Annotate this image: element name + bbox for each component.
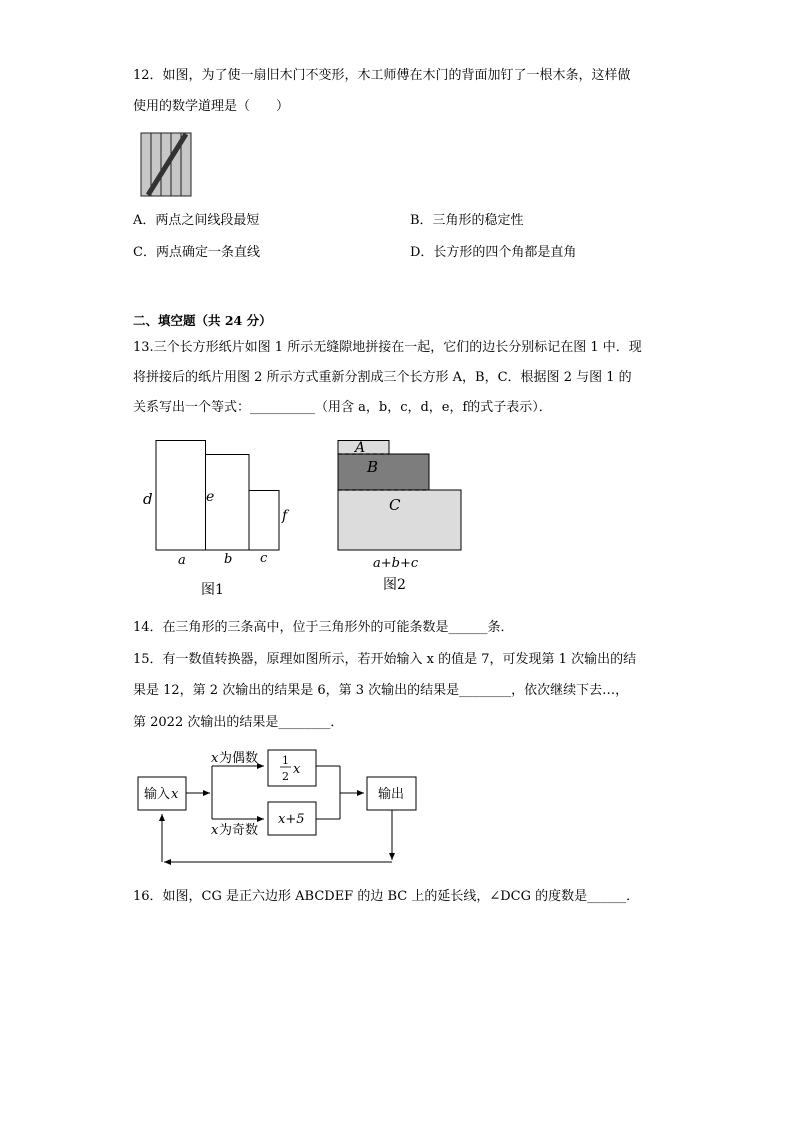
q12-stem-line1: 12．如图，为了使一扇旧木门不变形，木工师傅在木门的背面加钉了一根木条，这样做 [133, 68, 631, 83]
fig2-caption: 图2 [383, 577, 406, 593]
odd-label: 为奇数 [219, 823, 259, 838]
label-e: e [206, 489, 215, 505]
figure-1 [138, 436, 298, 600]
odd-x: x [211, 823, 219, 838]
label-a: a [178, 553, 186, 568]
label-region-b: B [367, 458, 379, 476]
rect-c-f [249, 491, 279, 551]
input-x: x [171, 787, 179, 802]
q12-option-d: D．长方形的四个角都是直角 [410, 245, 577, 260]
even-x: x [211, 751, 219, 766]
rect-a-d [156, 441, 206, 551]
q15-stem-line2: 果是 12，第 2 次输出的结果是 6，第 3 次输出的结果是________，依次继续下去…， [133, 683, 629, 698]
q12-option-c: C．两点确定一条直线 [133, 245, 260, 260]
half-box [268, 750, 316, 786]
output-label: 输出 [378, 787, 405, 802]
q16-stem: 16．如图，CG 是正六边形 ABCDEF 的边 BC 上的延长线，∠DCG 的度数是______． [133, 889, 640, 904]
even-label: 为偶数 [219, 751, 259, 766]
converter-flowchart [130, 745, 430, 870]
door-figure [140, 132, 192, 198]
q15-stem-line3: 第 2022 次输出的结果是________． [133, 715, 344, 730]
half-x: x [293, 762, 301, 777]
q13-stem-line2: 将拼接后的纸片用图 2 所示方式重新分割成三个长方形 A，B，C．根据图 2 与图 1 的 [133, 370, 632, 385]
q13-stem-line3: 关系写出一个等式：__________（用含 a，b，c，d，e，f的式子表示）． [133, 400, 552, 415]
label-b: b [224, 552, 233, 567]
label-region-a: A [355, 440, 366, 456]
q12-stem-line2: 使用的数学道理是（ ） [133, 99, 290, 114]
label-region-c: C [389, 496, 401, 514]
plus5-label: x+5 [278, 812, 305, 827]
figure-2 [330, 436, 470, 600]
half-denominator: 2 [282, 770, 289, 783]
label-base: a+b+c [373, 556, 419, 571]
label-f: f [282, 508, 288, 524]
section-title: 二、填空题（共 24 分） [133, 313, 272, 328]
label-c: c [260, 551, 268, 566]
fig1-caption: 图1 [201, 582, 224, 598]
q12-option-b: B．三角形的稳定性 [410, 213, 524, 228]
input-label: 输入 [144, 787, 171, 802]
rect-region-b [338, 454, 429, 490]
q13-stem-line1: 13.三个长方形纸片如图 1 所示无缝隙地拼接在一起，它们的边长分别标记在图 1 中．现 [133, 340, 642, 355]
half-numerator: 1 [282, 754, 289, 767]
q15-stem-line1: 15．有一数值转换器，原理如图所示，若开始输入 x 的值是 7，可发现第 1 次输出的结 [133, 652, 637, 667]
label-d: d [143, 490, 153, 508]
q14-stem: 14．在三角形的三条高中，位于三角形外的可能条数是______条． [133, 620, 514, 635]
q12-option-a: A．两点之间线段最短 [133, 213, 260, 228]
